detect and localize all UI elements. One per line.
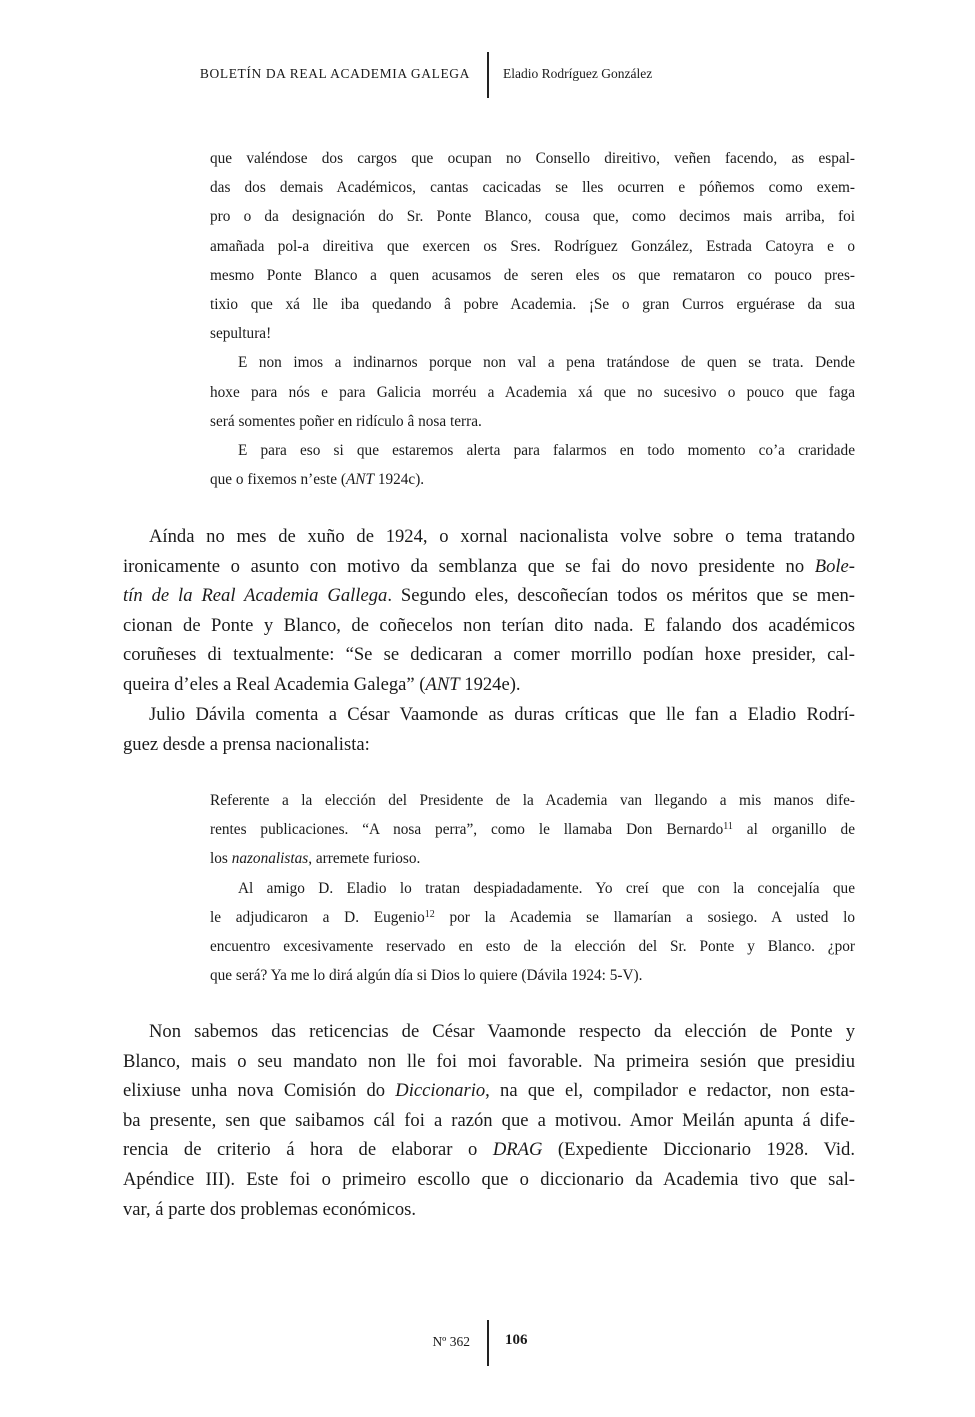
quote-line (210, 844, 855, 873)
page-header (0, 52, 975, 100)
quote-line: E para eso si que estaremos alerta para falarmos en todo momento co’a craridade (238, 442, 855, 460)
journal-title: BOLETÍN DA REAL ACADEMIA GALEGA (199, 66, 470, 81)
italic-term: DRAG (492, 1139, 543, 1161)
body-line: Non sabemos das reticencias de César Vaamonde respecto da elección de Ponte y (149, 1021, 855, 1042)
body-text: (Expediente Diccionario 1928. Vid. (542, 1139, 855, 1161)
footnote-ref-11[interactable]: 11 (723, 821, 733, 833)
footer-divider (487, 1320, 489, 1366)
paragraph-2 (123, 700, 855, 759)
quote-text: al organillo de (732, 821, 855, 839)
quote-line: das dos demais Académicos, cantas cacicadas se lles ocurren e póñemos como exem- (210, 179, 855, 197)
quote-line: pro o da designación do Sr. Ponte Blanco, cousa que, como decimos mais arriba, foi (210, 208, 855, 226)
body-text: . Segundo eles, descoñecían todos os méritos que se men- (387, 585, 856, 607)
body-line: cionan de Ponte y Blanco, de coñecelos non terían dito nada. E falando dos académicos (123, 614, 855, 636)
body-line: var, á parte dos problemas económicos. (123, 1198, 417, 1220)
quote-text: los (210, 850, 232, 868)
body-line: coruñeses di textualmente: “Se se dedicaran a comer morrillo podían hoxe presider, cal- (123, 644, 855, 666)
body-line: Aínda no mes de xuño de 1924, o xornal nacionalista volve sobre o tema tratando (149, 526, 855, 547)
body-line: Apéndice III). Este foi o primeiro escollo que o diccionario da Academia tivo que sal- (123, 1168, 855, 1190)
paragraph-1 (123, 522, 855, 700)
quote-line (210, 815, 855, 844)
body-line (123, 1076, 855, 1106)
body-line (123, 581, 855, 611)
body-text: elixiuse unha nova Comisión do (123, 1080, 396, 1102)
quote-line (210, 903, 855, 932)
body-text: ironicamente o asunto con motivo da semblanza que se fai do novo presidente no (123, 555, 815, 577)
quote-line: que valéndose dos cargos que ocupan no Consello direitivo, veñen facendo, as espal- (210, 150, 855, 167)
body-text: rencia de criterio á hora de elaborar o (123, 1139, 493, 1161)
quote-line: que será? Ya me lo dirá algún día si Dios lo quiere (Dávila 1924: 5-V). (210, 967, 643, 985)
body-line: Julio Dávila comenta a César Vaamonde as duras críticas que lle fan a Eladio Rodrí- (149, 704, 855, 725)
running-author: Eladio Rodríguez González (503, 66, 653, 81)
quote-line (210, 465, 855, 494)
block-quote-ant (210, 144, 855, 494)
quote-text: que o fixemos n’este ( (210, 471, 346, 489)
italic-term: Diccionario (395, 1080, 486, 1102)
quote-line: sepultura! (210, 325, 272, 343)
journal-name-italic: tín de la Real Academia Gallega (123, 585, 388, 607)
quote-line: Al amigo D. Eladio lo tratan despiadadamente. Yo creí que con la concejalía que (238, 879, 855, 897)
quote-line: encuentro excesivamente reservado en esto de la elección del Sr. Ponte y Blanco. ¿por (210, 938, 855, 956)
quote-line: mesmo Ponte Blanco a quen acusamos de seren eles os que remataron co pouco pres- (210, 266, 855, 284)
quote-line: amañada pol-a direitiva que exercen os Sres. Rodríguez González, Estrada Catoyra e o (210, 237, 855, 255)
citation-source: ANT (425, 673, 460, 695)
italic-term: nazonalistas (231, 850, 309, 868)
body-line (123, 552, 855, 582)
body-text: queira d’eles a Real Academia Galega” ( (123, 673, 426, 695)
issue-number: Nº 362 (432, 1334, 470, 1349)
quote-text: por la Academia se llamarían a sosiego. A usted lo (434, 908, 855, 926)
body-line: guez desde a prensa nacionalista: (123, 733, 370, 755)
quote-text: le adjudicaron a D. Eugenio (210, 908, 425, 926)
header-divider (487, 52, 489, 98)
citation-year: 1924e). (459, 673, 521, 695)
body-text: , na que el, compilador e redactor, non esta- (485, 1080, 856, 1102)
quote-line: hoxe para nós e para Galicia morréu a Academia xá que no sucesivo o pouco que faga (210, 383, 855, 401)
body-line: ba presente, sen que saibamos cál foi a razón que a motivou. Amor Meilán apunta á dife- (123, 1109, 855, 1131)
quote-line: tixio que xá lle iba quedando â pobre Academia. ¡Se o gran Curros erguérase da sua (210, 296, 855, 314)
paragraph-3 (123, 1017, 855, 1224)
quote-text: , arremete furioso. (308, 850, 421, 868)
quote-text: rentes publicaciones. “A nosa perra”, como le llamaba Don Bernardo (210, 821, 724, 839)
body-line (123, 670, 855, 700)
footnote-ref-12[interactable]: 12 (424, 908, 435, 920)
body-line: Blanco, mais o seu mandato non lle foi moi favorable. Na primeira sesión que presidiu (123, 1050, 855, 1072)
quote-line: E non imos a indinarnos porque non val a pena tratándose de quen se trata. Dende (238, 354, 855, 372)
page-number: 106 (505, 1332, 528, 1348)
page-footer (0, 1320, 975, 1370)
journal-name-italic: Bole- (814, 555, 855, 577)
citation-year: 1924c). (374, 471, 425, 489)
quote-line: Referente a la elección del Presidente de la Academia van llegando a mis manos dife- (210, 792, 855, 809)
block-quote-davila (210, 786, 855, 990)
body-line (123, 1135, 855, 1165)
citation-source: ANT (345, 471, 374, 489)
quote-line: será somentes poñer en ridículo â nosa terra. (210, 412, 482, 430)
